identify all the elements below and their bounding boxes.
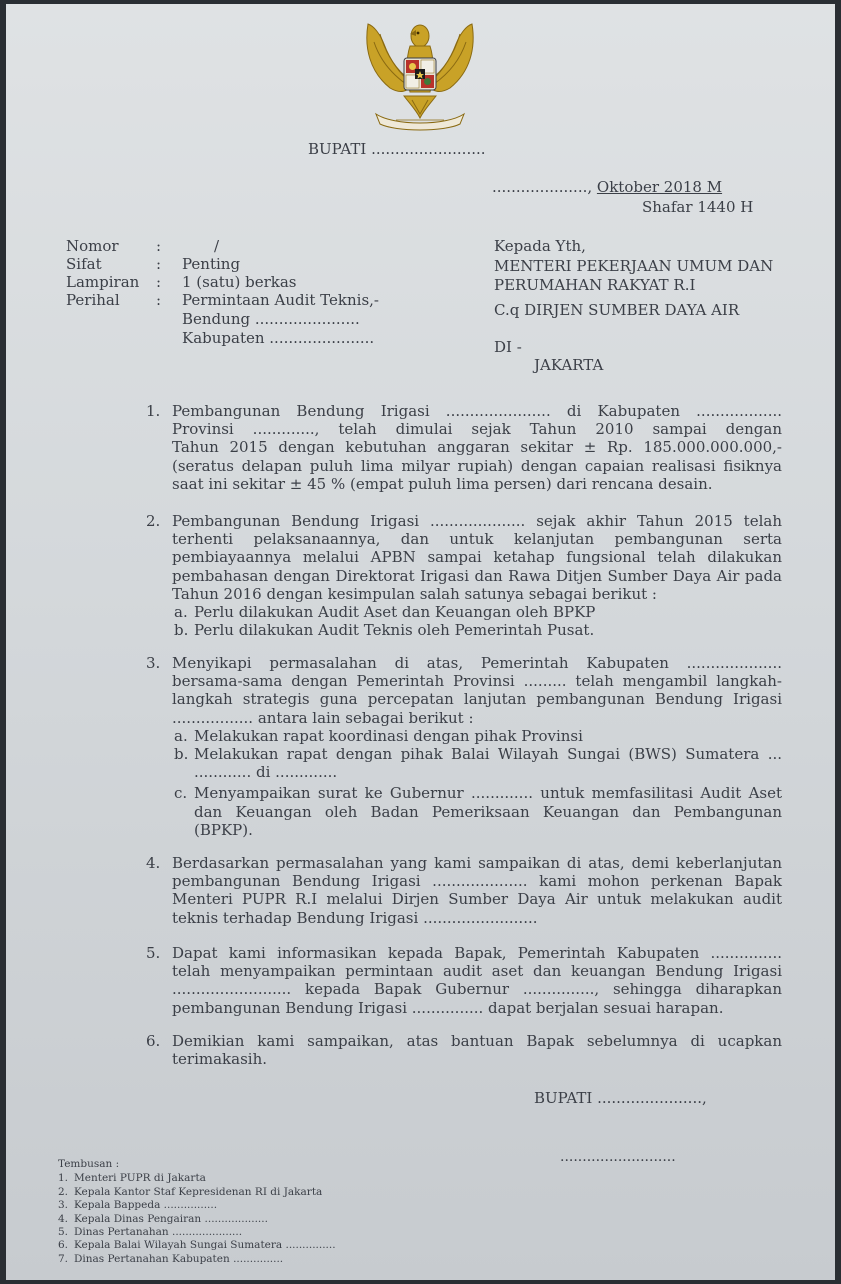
paragraph-line: pembahasan dengan Direktorat Irigasi dan Rawa Ditjen Sumber Daya Air pada bbox=[172, 566, 782, 585]
meta-perihal-bendung: Bendung ...................... bbox=[182, 310, 360, 328]
paragraph-6 bbox=[146, 1032, 782, 1068]
paragraph-line: Demikian kami sampaikan, atas bantuan Bapak sebelumnya di ucapkan bbox=[172, 1032, 782, 1050]
meta-colon: : bbox=[156, 273, 162, 291]
paragraph-number: 6. bbox=[146, 1032, 161, 1050]
header-title: BUPATI ........................ bbox=[308, 140, 486, 158]
paragraph-line: (seratus delapan puluh lima milyar rupiah) dengan capaian realisasi fisiknya bbox=[172, 456, 782, 475]
list-line: Perlu dilakukan Audit Teknis oleh Pemerintah Pusat. bbox=[194, 621, 595, 640]
cc-item: 7. Dinas Pertanahan Kabupaten ............... bbox=[58, 1252, 284, 1265]
list-letter: c. bbox=[174, 784, 188, 803]
list-letter: a. bbox=[174, 726, 188, 745]
paragraph-line: terhenti pelaksanaannya, dan untuk kelanjutan pembangunan serta bbox=[172, 530, 782, 549]
paragraph-line: Pembangunan Bendung Irigasi .................... sejak akhir Tahun 2015 telah bbox=[172, 512, 782, 530]
paragraph-line: Provinsi ............., telah dimulai sejak Tahun 2010 sampai dengan bbox=[172, 420, 782, 439]
cc-item: 4. Kepala Dinas Pengairan ................... bbox=[58, 1212, 268, 1225]
paragraph-line: Tahun 2015 dengan kebutuhan anggaran sekitar ± Rp. 185.000.000.000,- bbox=[172, 438, 782, 457]
letter-page bbox=[6, 4, 835, 1280]
list-item bbox=[146, 784, 782, 839]
list-line: Melakukan rapat dengan pihak Balai Wilayah Sungai (BWS) Sumatera ... bbox=[194, 745, 782, 764]
cc-list bbox=[58, 1158, 336, 1266]
paragraph-3 bbox=[146, 654, 782, 839]
meta-colon: : bbox=[156, 255, 162, 273]
paragraph-line: pembangunan Bendung Irigasi ............... dapat berjalan sesuai harapan. bbox=[172, 998, 724, 1017]
paragraph-line: pembiayaannya melalui APBN sampai ketahap fungsional telah dilakukan bbox=[172, 548, 782, 567]
date-line bbox=[492, 178, 722, 196]
paragraph-line: Menyikapi permasalahan di atas, Pemerintah Kabupaten .................... bbox=[172, 654, 782, 672]
cc-item: 5. Dinas Pertanahan ..................... bbox=[58, 1226, 243, 1239]
cc-item: 1. Menteri PUPR di Jakarta bbox=[58, 1172, 206, 1185]
recipient-di: DI - bbox=[494, 338, 522, 356]
recipient-greeting: Kepada Yth, bbox=[494, 237, 586, 255]
recipient-ministry: PERUMAHAN RAKYAT R.I bbox=[494, 276, 696, 294]
paragraph-number: 4. bbox=[146, 854, 161, 872]
meta-label-sifat: Sifat bbox=[66, 255, 102, 273]
paragraph-line: ................. antara lain sebagai berikut : bbox=[172, 708, 474, 727]
paragraph-line: langkah strategis guna percepatan lanjutan pembangunan Bendung Irigasi bbox=[172, 690, 782, 709]
paragraph-line: Berdasarkan permasalahan yang kami sampaikan di atas, demi keberlanjutan bbox=[172, 854, 782, 872]
list-item bbox=[146, 603, 782, 621]
meta-value-sifat: Penting bbox=[182, 255, 241, 273]
list-letter: a. bbox=[174, 603, 188, 622]
paragraph-line: saat ini sekitar ± 45 % (empat puluh lima persen) dari rencana desain. bbox=[172, 474, 713, 493]
list-line: Melakukan rapat koordinasi dengan pihak Provinsi bbox=[194, 726, 583, 745]
list-letter: b. bbox=[174, 745, 189, 764]
cc-heading: Tembusan : bbox=[58, 1158, 120, 1170]
meta-label-lampiran: Lampiran bbox=[66, 273, 140, 291]
list-line: dan Keuangan oleh Badan Pemeriksaan Keuangan dan Pembangunan bbox=[194, 802, 782, 821]
paragraph-line: Menteri PUPR R.I melalui Dirjen Sumber Daya Air untuk melakukan audit bbox=[172, 890, 782, 909]
hijri-date: Shafar 1440 H bbox=[642, 198, 754, 216]
meta-value-nomor: / bbox=[214, 237, 220, 255]
meta-perihal-kabupaten: Kabupaten ...................... bbox=[182, 329, 375, 347]
meta-value-perihal: Permintaan Audit Teknis,- bbox=[182, 291, 379, 309]
paragraph-number: 1. bbox=[146, 402, 161, 420]
meta-value-lampiran: 1 (satu) berkas bbox=[182, 273, 297, 291]
cc-item: 3. Kepala Bappeda ................ bbox=[58, 1199, 218, 1212]
recipient-minister: MENTERI PEKERJAAN UMUM DAN bbox=[494, 257, 774, 275]
list-item bbox=[146, 621, 782, 639]
list-item bbox=[146, 745, 782, 781]
list-letter: b. bbox=[174, 621, 189, 640]
list-line: Menyampaikan surat ke Gubernur ............. untuk memfasilitasi Audit Aset bbox=[194, 784, 782, 803]
meta-label-perihal: Perihal bbox=[66, 291, 120, 309]
paragraph-line: telah menyampaikan permintaan audit aset dan keuangan Bendung Irigasi bbox=[172, 962, 782, 981]
list-item bbox=[146, 727, 782, 745]
paragraph-number: 2. bbox=[146, 512, 161, 530]
paragraph-line: terimakasih. bbox=[172, 1050, 267, 1069]
paragraph-number: 5. bbox=[146, 944, 161, 962]
paragraph-line: Pembangunan Bendung Irigasi ...................... di Kabupaten .................. bbox=[172, 402, 782, 420]
list-line: Perlu dilakukan Audit Aset dan Keuangan oleh BPKP bbox=[194, 603, 596, 622]
paragraph-5 bbox=[146, 944, 782, 1017]
recipient-city: JAKARTA bbox=[534, 356, 604, 374]
date-month-year: Oktober 2018 M bbox=[596, 178, 723, 196]
paragraph-number: 3. bbox=[146, 654, 161, 672]
paragraph-line: Tahun 2016 dengan kesimpulan salah satunya sebagai berikut : bbox=[172, 584, 657, 603]
paragraph-line: teknis terhadap Bendung Irigasi ........................ bbox=[172, 908, 538, 927]
date-place: ...................., bbox=[492, 178, 597, 196]
meta-label-nomor: Nomor bbox=[66, 237, 119, 255]
cc-item: 6. Kepala Balai Wilayah Sungai Sumatera ............... bbox=[58, 1239, 336, 1252]
signature-title: BUPATI ......................, bbox=[534, 1089, 707, 1107]
meta-colon: : bbox=[156, 291, 162, 309]
list-line: ............ di ............. bbox=[194, 763, 338, 782]
recipient-cq: C.q DIRJEN SUMBER DAYA AIR bbox=[494, 301, 740, 319]
paragraph-line: ......................... kepada Bapak Gubernur ..............., sehingga diharapkan bbox=[172, 980, 782, 999]
paragraph-line: pembangunan Bendung Irigasi .................... kami mohon perkenan Bapak bbox=[172, 872, 782, 891]
paragraph-line: Dapat kami informasikan kepada Bapak, Pemerintah Kabupaten ............... bbox=[172, 944, 782, 962]
paragraph-2 bbox=[146, 512, 782, 639]
paragraph-line: bersama-sama dengan Pemerintah Provinsi ......... telah mengambil langkah- bbox=[172, 672, 782, 691]
paragraph-4 bbox=[146, 854, 782, 927]
paragraph-1 bbox=[146, 402, 782, 493]
garuda-emblem-icon bbox=[360, 14, 480, 136]
signature-name-line: .......................... bbox=[560, 1149, 676, 1165]
meta-colon: : bbox=[156, 237, 162, 255]
cc-item: 2. Kepala Kantor Staf Kepresidenan RI di Jakarta bbox=[58, 1185, 323, 1198]
list-line: (BPKP). bbox=[194, 820, 253, 839]
